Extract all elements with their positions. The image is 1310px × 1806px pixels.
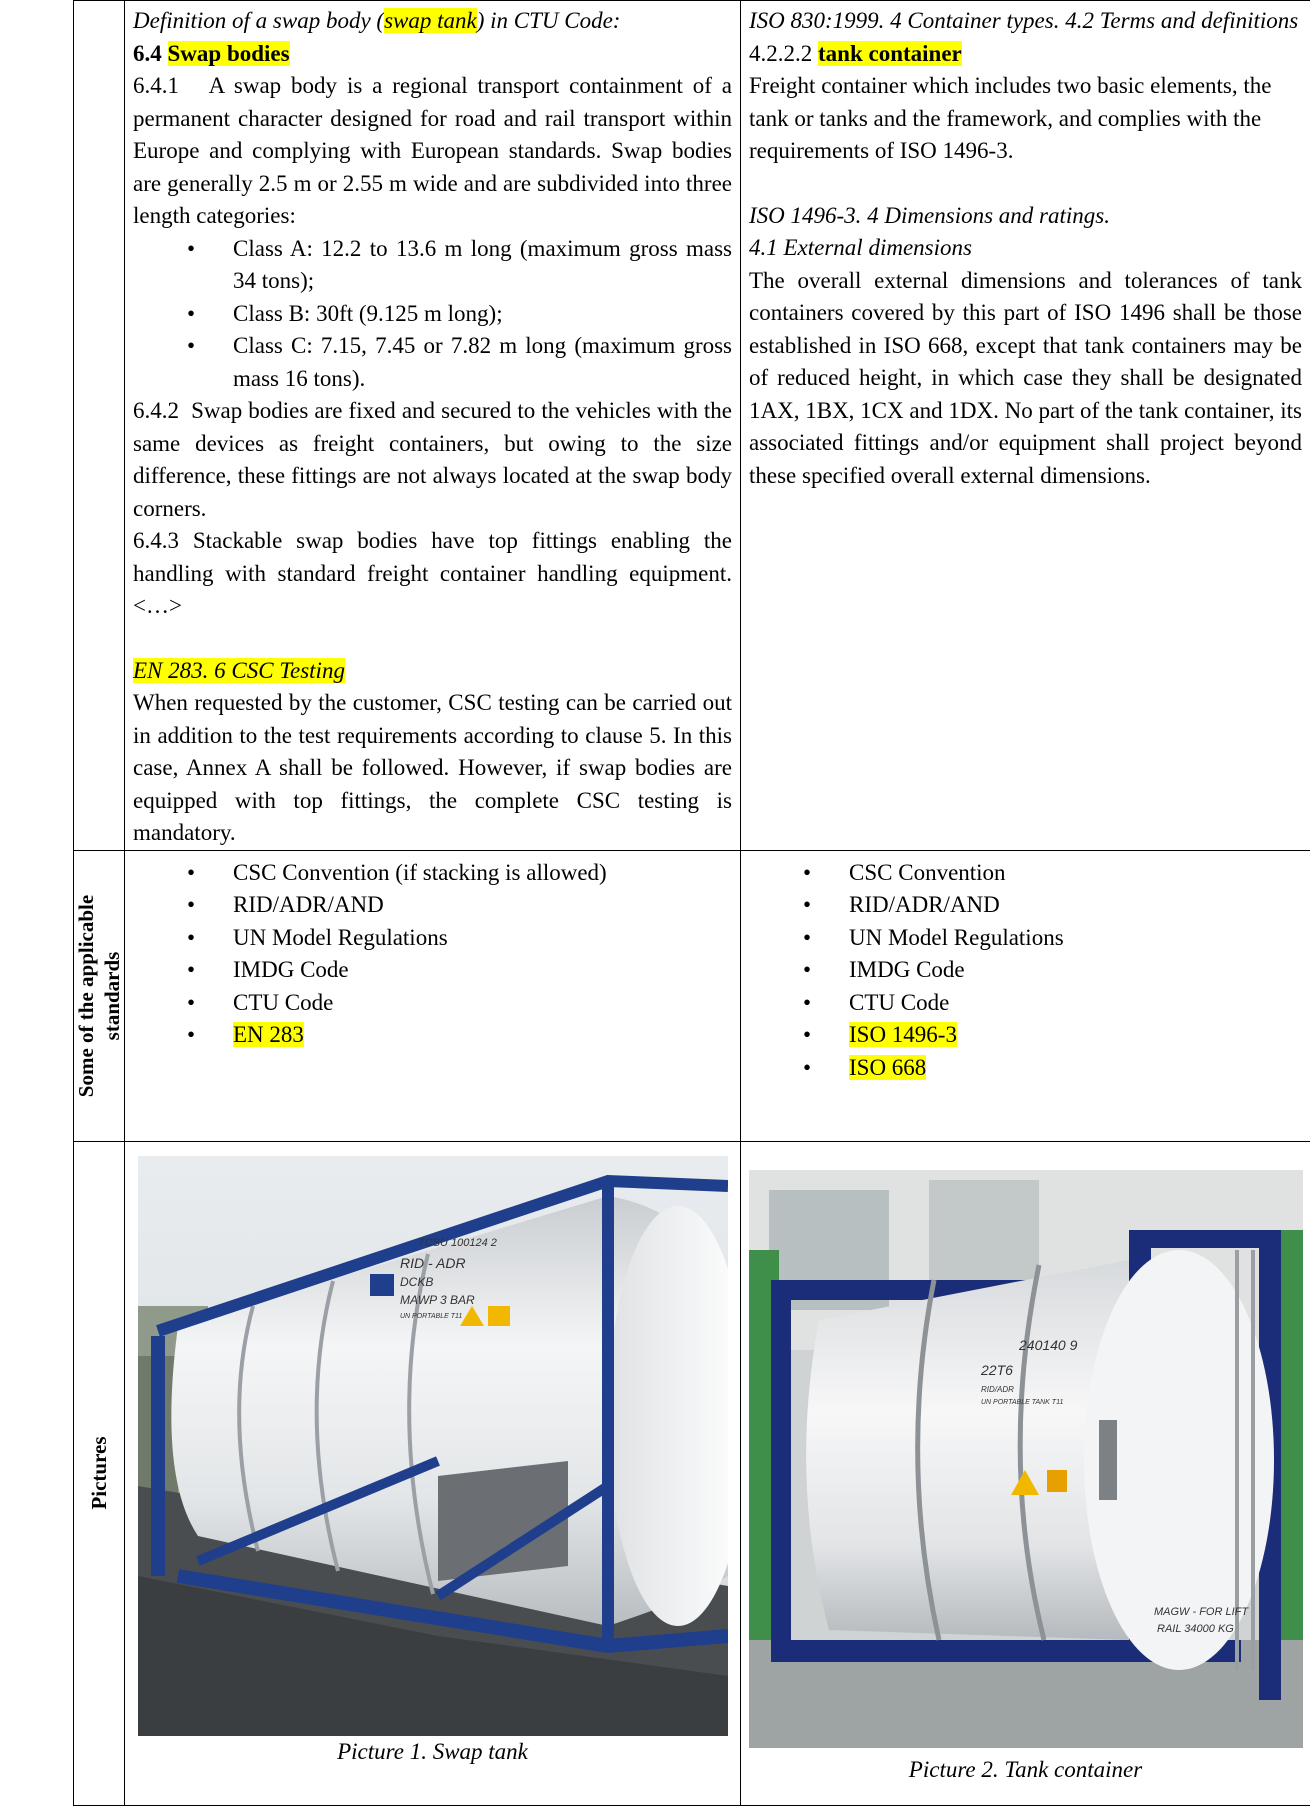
standard-item: • RID/ADR/AND — [233, 889, 732, 922]
document-holder-icon — [1099, 1420, 1117, 1500]
standard-item: • IMDG Code — [233, 954, 732, 987]
standard-item: • CSC Convention (if stacking is allowed) — [233, 857, 732, 890]
swap-body-definition-cell — [125, 1, 741, 851]
logo-icon — [370, 1274, 394, 1296]
list-item: • Class C: 7.15, 7.45 or 7.82 m long (maximum gross mass 16 tons). — [233, 330, 732, 395]
comparison-table — [73, 0, 1310, 1806]
standard-item: • CTU Code — [849, 987, 1302, 1020]
tank-marking-text: RAIL 34000 KG — [1157, 1623, 1234, 1635]
length-class-list — [133, 233, 732, 396]
section-heading: 6.4 Swap bodies — [133, 38, 732, 71]
highlight-swap-tank: swap tank — [384, 8, 477, 33]
iso830-heading: ISO 830:1999. 4 Container types. 4.2 Terms and definitions — [749, 5, 1302, 38]
tank-marking-text: UN PORTABLE TANK T11 — [981, 1399, 1063, 1406]
standard-item: • EN 283 — [233, 1019, 732, 1052]
iso1496-heading: ISO 1496-3. 4 Dimensions and ratings. — [749, 200, 1302, 233]
row-header-empty — [74, 1, 125, 851]
term-definition: Freight container which includes two basic elements, the tank or tanks and the framework, and complies with the requirements of ISO 1496-3. — [749, 70, 1302, 168]
standards-row — [74, 850, 1310, 1141]
highlight-swap-bodies: Swap bodies — [168, 41, 290, 66]
standard-item: • UN Model Regulations — [233, 922, 732, 955]
tank-marking-text: DCKB — [400, 1275, 433, 1289]
definitions-row — [74, 1, 1310, 851]
swap-tank-picture-cell — [125, 1141, 741, 1805]
standard-item: • ISO 668 — [849, 1052, 1302, 1085]
tank-container-picture-cell — [741, 1141, 1310, 1805]
standard-item: • IMDG Code — [849, 954, 1302, 987]
list-item: • Class B: 30ft (9.125 m long); — [233, 298, 732, 331]
clause-6-4-2: 6.4.2 Swap bodies are fixed and secured to the vehicles with the same devices as freight containers, but owing to the size difference, these fittings are not always located at the swap body corners. — [133, 395, 732, 525]
standard-item: • RID/ADR/AND — [849, 889, 1302, 922]
en283-text: When requested by the customer, CSC testing can be carried out in addition to the test requirements according to clause 5. In this case, Annex A shall be followed. However, if swap bodies are equipped with top fittings, the complete CSC testing is mandatory. — [133, 687, 732, 850]
standard-item: • CSC Convention — [849, 857, 1302, 890]
standard-item: • ISO 1496-3 — [849, 1019, 1302, 1052]
term-heading: 4.2.2.2 tank container — [749, 38, 1302, 71]
row-header-pictures — [74, 1141, 125, 1805]
tank-marking-text: RID - ADR — [400, 1255, 466, 1271]
tank-marking-text: TCSU 100124 2 — [418, 1237, 497, 1249]
picture-2-caption: Picture 2. Tank container — [741, 1754, 1310, 1787]
pictures-row — [74, 1141, 1310, 1805]
en283-heading: EN 283. 6 CSC Testing — [133, 655, 732, 688]
iso1496-text: The overall external dimensions and tolerances of tank containers covered by this part of ISO 1496 shall be those established in ISO 668, except that tank containers may be of reduced height, in which case they shall be designated 1AX, 1BX, 1CX and 1DX. No part of the tank container, its associated fittings and/or equipment shall project beyond these specified overall external dimensions. — [749, 265, 1302, 493]
tank-marking-text: UN PORTABLE T11 — [400, 1313, 462, 1320]
list-item: • Class A: 12.2 to 13.6 m long (maximum gross mass 34 tons); — [233, 233, 732, 298]
tank-marking-text: MAGW - FOR LIFT — [1154, 1606, 1249, 1618]
tank-container-standards-cell — [741, 850, 1310, 1141]
placard-icon — [1047, 1470, 1067, 1492]
highlight-tank-container: tank container — [818, 41, 962, 66]
tank-marking-text: 22T6 — [980, 1362, 1013, 1378]
standards-row-label: Some of the applicable standards — [73, 894, 125, 1096]
tank-marking-text: RID/ADR — [981, 1385, 1014, 1394]
tank-marking-text: 240140 9 — [1018, 1337, 1078, 1353]
standard-item: • UN Model Regulations — [849, 922, 1302, 955]
tank-container-definition-cell — [741, 1, 1310, 851]
tank-container-standards-list — [749, 857, 1302, 1085]
tank-container-photo — [749, 1170, 1303, 1748]
placard-icon — [488, 1306, 510, 1326]
tank-marking-text: MAWP 3 BAR — [400, 1293, 475, 1307]
swap-body-standards-cell — [125, 850, 741, 1141]
iso1496-subheading: 4.1 External dimensions — [749, 232, 1302, 265]
ctu-definition-heading: Definition of a swap body (swap tank) in CTU Code: — [133, 5, 732, 38]
picture-1-caption: Picture 1. Swap tank — [125, 1736, 740, 1769]
row-header-standards — [74, 850, 125, 1141]
clause-6-4-1: 6.4.1 A swap body is a regional transport containment of a permanent character designed for road and rail transport within Europe and complying with European standards. Swap bodies are generally 2.5 m or 2.55 m wide and are subdivided into three length categories: — [133, 70, 732, 233]
clause-6-4-3: 6.4.3 Stackable swap bodies have top fittings enabling the handling with standard freight container handling equipment. <…> — [133, 525, 732, 623]
swap-tank-photo — [138, 1156, 728, 1736]
standard-item: • CTU Code — [233, 987, 732, 1020]
swap-body-standards-list — [133, 857, 732, 1052]
pictures-row-label: Pictures — [86, 1436, 112, 1509]
